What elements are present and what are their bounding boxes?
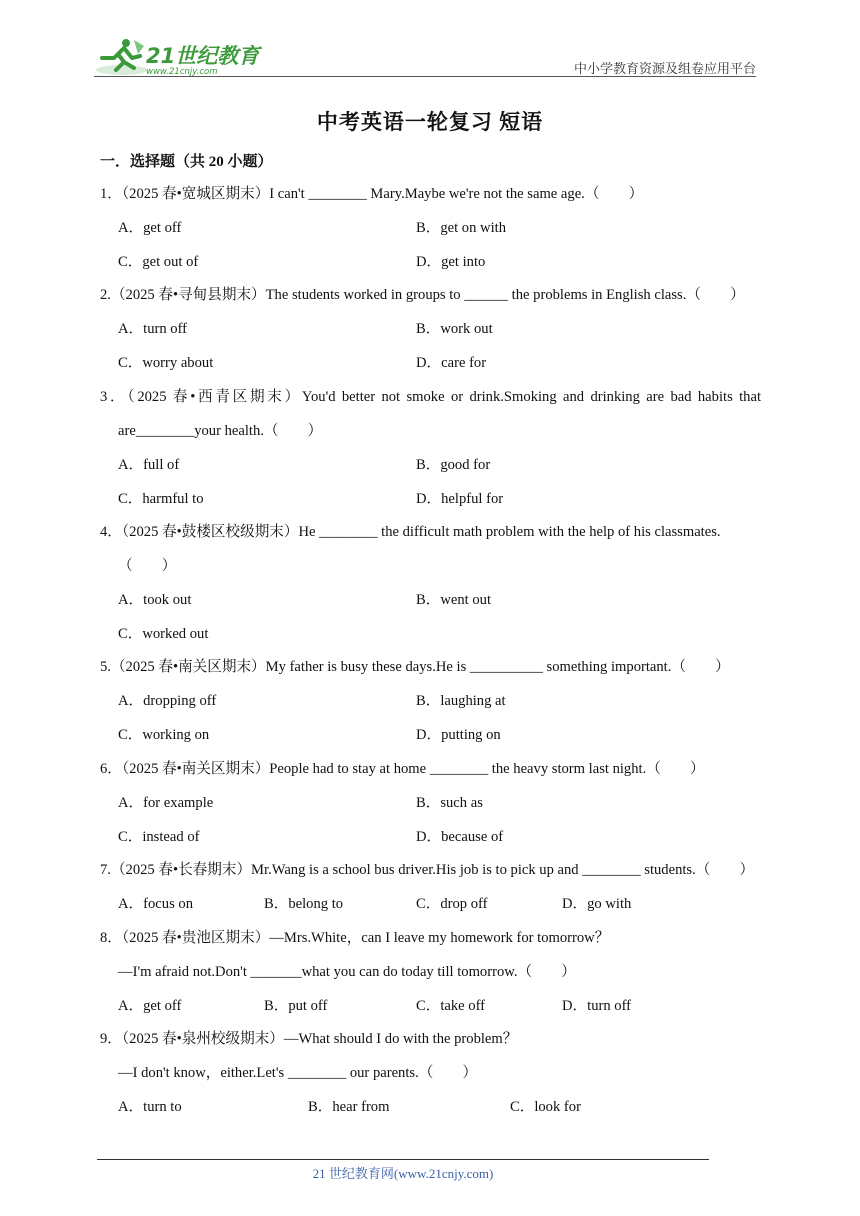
section-heading: 一．选择题（共 20 小题） <box>100 154 273 170</box>
q6-option-d: D．because of <box>416 829 504 845</box>
q9-option-c: C．look for <box>510 1099 581 1115</box>
site-logo <box>94 36 264 78</box>
question-1-stem: 1．（2025 春•宽城区期末）I can't ________ Mary.Maybe we're not the same age.（ ） <box>100 186 644 202</box>
platform-name: 中小学教育资源及组卷应用平台 <box>573 61 756 76</box>
question-8-stem-cont: —I'm afraid not.Don't _______what you can do today till tomorrow.（ ） <box>118 964 576 980</box>
q1-option-b: B．get on with <box>416 220 506 236</box>
q8-option-d: D．turn off <box>562 998 632 1014</box>
question-9-stem-cont: —I don't know，either.Let's ________ our parents.（ ） <box>118 1065 478 1081</box>
q2-option-b: B．work out <box>416 321 493 337</box>
q9-option-a: A．turn to <box>118 1099 182 1115</box>
q4-option-a: A．took out <box>118 592 192 608</box>
q7-option-d: D．go with <box>562 896 632 912</box>
q6-option-c: C．instead of <box>118 829 200 845</box>
question-2-stem: 2.（2025 春•寻甸县期末）The students worked in groups to ______ the problems in English class.（ ） <box>100 287 745 303</box>
q5-option-d: D．putting on <box>416 727 501 743</box>
question-4-stem: 4．（2025 春•鼓楼区校级期末）He ________ the difficult math problem with the help of his classmates. <box>100 524 721 540</box>
q2-option-c: C．worry about <box>118 355 214 371</box>
footer-link[interactable]: 21 世纪教育网(www.21cnjy.com) <box>312 1166 494 1181</box>
logo-url: www.21cnjy.com <box>146 67 218 77</box>
q5-option-c: C．working on <box>118 727 210 743</box>
question-8-stem: 8．（2025 春•贵池区期末）—Mrs.White，can I leave my homework for tomorrow？ <box>100 930 610 946</box>
q7-option-a: A．focus on <box>118 896 193 912</box>
q2-option-a: A．turn off <box>118 321 188 337</box>
q3-option-b: B．good for <box>416 457 491 473</box>
q4-option-c: C．worked out <box>118 626 209 642</box>
q6-option-a: A．for example <box>118 795 214 811</box>
q4-option-b: B．went out <box>416 592 491 608</box>
q7-option-c: C．drop off <box>416 896 488 912</box>
q8-option-a: A．get off <box>118 998 182 1014</box>
q8-option-c: C．take off <box>416 998 486 1014</box>
q7-option-b: B．belong to <box>264 896 344 912</box>
footer-divider <box>97 1159 709 1160</box>
q9-option-b: B．hear from <box>308 1099 390 1115</box>
q3-option-a: A．full of <box>118 457 180 473</box>
q3-option-d: D．helpful for <box>416 491 504 507</box>
runner-logo-icon <box>94 36 264 78</box>
question-9-stem: 9．（2025 春•泉州校级期末）—What should I do with the problem？ <box>100 1031 518 1047</box>
q1-option-d: D．get into <box>416 254 486 270</box>
q2-option-d: D．care for <box>416 355 487 371</box>
question-6-stem: 6．（2025 春•南关区期末）People had to stay at home ________ the heavy storm last night.（ ） <box>100 761 705 777</box>
q5-option-a: A．dropping off <box>118 693 217 709</box>
question-4-stem-cont: （ ） <box>118 558 177 574</box>
question-7-stem: 7.（2025 春•长春期末）Mr.Wang is a school bus driver.His job is to pick up and ________ students.（ ） <box>100 862 755 878</box>
q1-option-c: C．get out of <box>118 254 199 270</box>
q5-option-b: B．laughing at <box>416 693 506 709</box>
page-title: 中考英语一轮复习 短语 <box>316 110 544 134</box>
logo-text: 21世纪教育 <box>146 44 260 68</box>
q6-option-b: B．such as <box>416 795 483 811</box>
q1-option-a: A．get off <box>118 220 182 236</box>
question-3-stem-cont: are________your health.（ ） <box>118 423 323 439</box>
question-5-stem: 5.（2025 春•南关区期末）My father is busy these days.He is __________ something important.（ ） <box>100 659 730 675</box>
q3-option-c: C．harmful to <box>118 491 204 507</box>
question-3-stem: 3．（2025 春•西青区期末）You'd better not smoke or drink.Smoking and drinking are bad habits that <box>100 389 761 405</box>
q8-option-b: B．put off <box>264 998 328 1014</box>
header-divider <box>94 76 756 77</box>
